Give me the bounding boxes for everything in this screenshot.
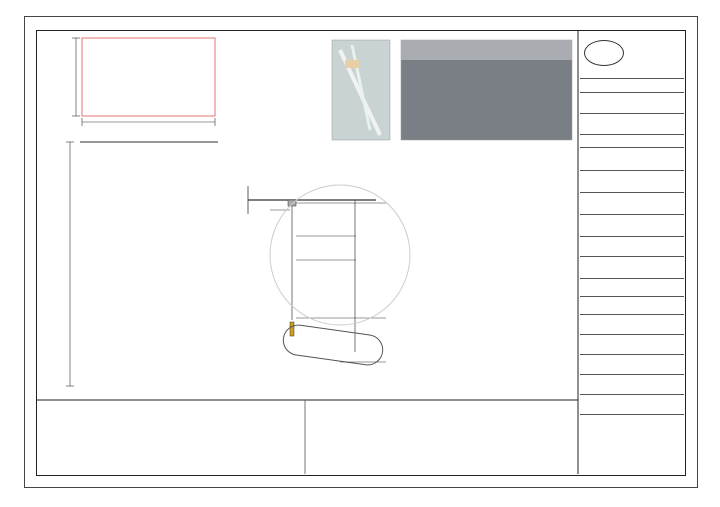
tb-draw-row bbox=[580, 376, 684, 395]
g4-bulb bbox=[290, 322, 294, 336]
tb-finish-row bbox=[580, 298, 684, 315]
tb-model-row bbox=[580, 238, 684, 257]
tb-phone-row bbox=[580, 135, 684, 148]
tb-design-row bbox=[580, 356, 684, 375]
company-logo bbox=[584, 40, 624, 66]
tb-type-row bbox=[580, 194, 684, 215]
detail-glass-tube bbox=[281, 323, 384, 367]
tb-project-row bbox=[580, 150, 684, 171]
tb-ceiling-row bbox=[580, 216, 684, 237]
company-header bbox=[580, 32, 684, 79]
tb-review-row bbox=[580, 396, 684, 415]
tb-weight-row bbox=[580, 336, 684, 355]
top-view-frame bbox=[82, 38, 215, 116]
tb-ship-row bbox=[580, 114, 684, 135]
tb-qty-row bbox=[580, 316, 684, 335]
tb-spec-row bbox=[580, 258, 684, 279]
tb-receive-row bbox=[580, 93, 684, 114]
tb-light-row bbox=[580, 280, 684, 297]
tb-location-row bbox=[580, 172, 684, 193]
tb-version-row bbox=[580, 80, 684, 93]
